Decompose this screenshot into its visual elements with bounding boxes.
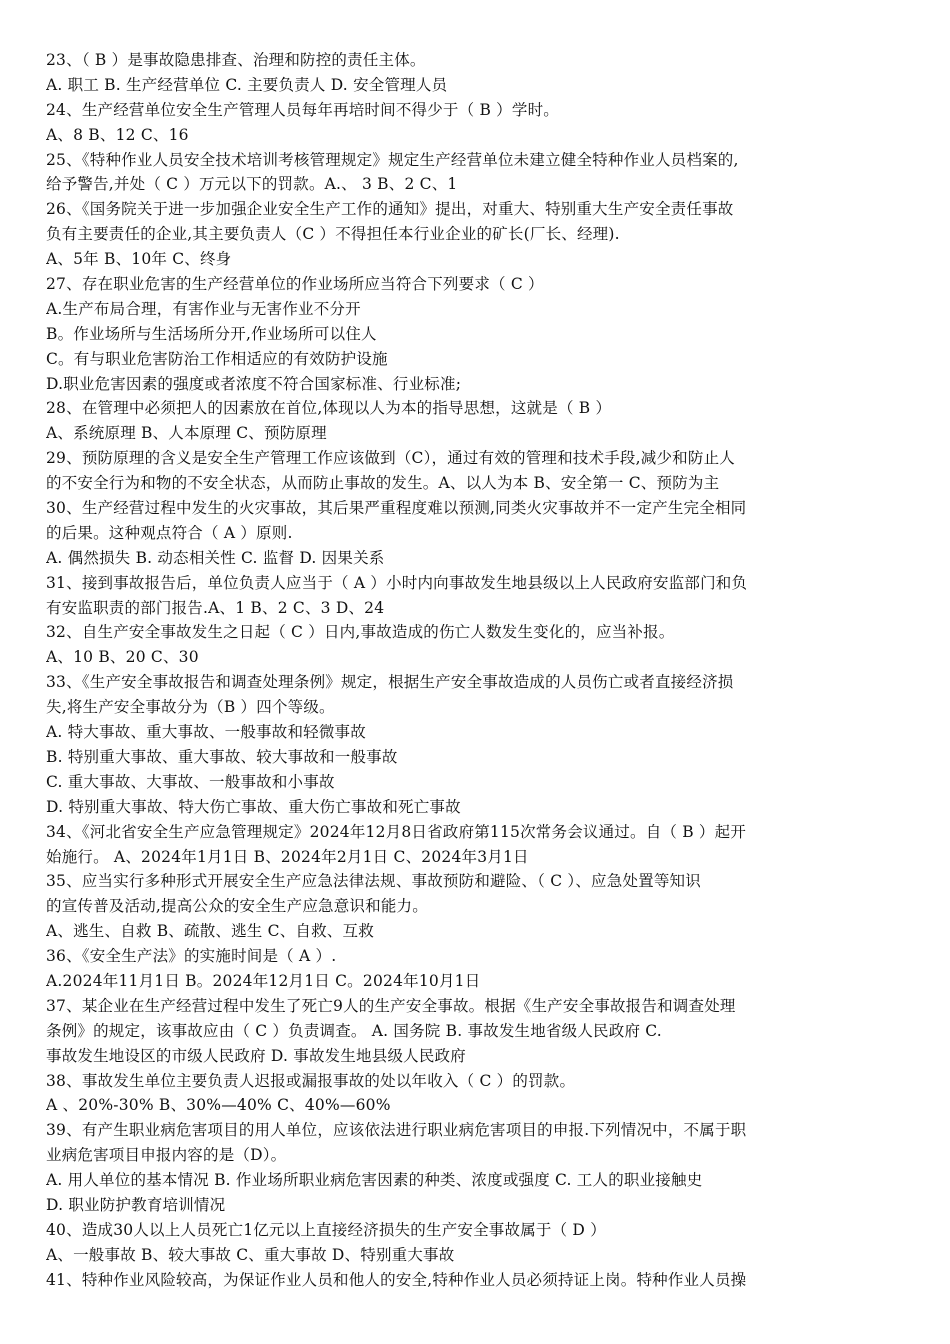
- text-line: 有安监职责的部门报告.A、1 B、2 C、3 D、24: [46, 598, 385, 617]
- text-line: A、系统原理 B、人本原理 C、预防原理: [46, 424, 327, 443]
- text-line: D. 特别重大事故、特大伤亡事故、重大伤亡事故和死亡事故: [46, 797, 461, 816]
- text-line: A. 职工 B. 生产经营单位 C. 主要负责人 D. 安全管理人员: [46, 75, 448, 94]
- text-line: 35、应当实行多种形式开展安全生产应急法律法规、事故预防和避险、（ C ）、应急处置等知识: [46, 872, 701, 891]
- text-line: A. 用人单位的基本情况 B. 作业场所职业病危害因素的种类、浓度或强度 C. 工人的职业接触史: [46, 1171, 703, 1190]
- text-line: 31、接到事故报告后，单位负责人应当于（ A ）小时内向事故发生地县级以上人民政府安监部门和负: [46, 573, 748, 592]
- text-line: 始施行。 A、2024年1月1日 B、2024年2月1日 C、2024年3月1日: [46, 847, 529, 866]
- text-line: 32、自生产安全事故发生之日起（ C ）日内,事故造成的伤亡人数发生变化的，应当补报。: [46, 623, 675, 642]
- text-line: 条例》的规定，该事故应由（ C ）负责调查。 A. 国务院 B. 事故发生地省级人民政府 C.: [46, 1021, 662, 1040]
- text-line: A、逃生、自救 B、疏散、逃生 C、自救、互救: [46, 922, 374, 941]
- text-line: A. 偶然损失 B. 动态相关性 C. 监督 D. 因果关系: [46, 548, 385, 567]
- text-line: 失,将生产安全事故分为（B ）四个等级。: [46, 698, 335, 717]
- text-line: 的宣传普及活动,提高公众的安全生产应急意识和能力。: [46, 897, 428, 916]
- text-line: 37、某企业在生产经营过程中发生了死亡9人的生产安全事故。根据《生产安全事故报告和调查处理: [46, 996, 736, 1015]
- text-line: 事故发生地设区的市级人民政府 D. 事故发生地县级人民政府: [46, 1046, 466, 1065]
- text-line: 40、造成30人以上人员死亡1亿元以上直接经济损失的生产安全事故属于（ D ）: [46, 1220, 606, 1239]
- text-line: A. 特大事故、重大事故、一般事故和轻微事故: [46, 723, 366, 742]
- text-line: 业病危害项目申报内容的是（D）。: [46, 1146, 287, 1165]
- text-line: 38、事故发生单位主要负责人迟报或漏报事故的处以年收入（ C ）的罚款。: [46, 1071, 576, 1090]
- text-line: A 、20%-30% B、30%—40% C、40%—60%: [46, 1096, 391, 1115]
- text-line: A、5年 B、10年 C、终身: [46, 250, 232, 269]
- text-line: D. 职业防护教育培训情况: [46, 1195, 226, 1214]
- text-line: 的后果。这种观点符合（ A ）原则.: [46, 523, 293, 542]
- text-line: A.2024年11月1日 B。2024年12月1日 C。2024年10月1日: [46, 971, 481, 990]
- text-line: 给予警告,并处（ C ）万元以下的罚款。A.、 3 B、2 C、1: [46, 175, 458, 194]
- text-line: A、10 B、20 C、30: [46, 648, 199, 667]
- text-line: 负有主要责任的企业,其主要负责人（C ）不得担任本行业企业的矿长(厂长、经理).: [46, 225, 620, 244]
- text-line: A、8 B、12 C、16: [46, 125, 189, 144]
- text-line: 的不安全行为和物的不安全状态，从而防止事故的发生。A、以人为本 B、安全第一 C、预防为主: [46, 474, 720, 493]
- text-line: A.生产布局合理，有害作业与无害作业不分开: [46, 299, 361, 318]
- text-line: 25、《特种作业人员安全技术培训考核管理规定》规定生产经营单位未建立健全特种作业人员档案的,: [46, 150, 739, 169]
- text-line: 36、《安全生产法》的实施时间是（ A ）.: [46, 947, 337, 966]
- text-line: 34、《河北省安全生产应急管理规定》2024年12月8日省政府第115次常务会议通过。自（ B ）起开: [46, 822, 747, 841]
- text-line: A、一般事故 B、较大事故 C、重大事故 D、特别重大事故: [46, 1245, 455, 1264]
- text-line: 41、特种作业风险较高，为保证作业人员和他人的安全,特种作业人员必须持证上岗。特种作业人员操: [46, 1270, 747, 1289]
- text-line: 27、存在职业危害的生产经营单位的作业场所应当符合下列要求（ C ）: [46, 275, 544, 294]
- text-line: 28、在管理中必须把人的因素放在首位,体现以人为本的指导思想，这就是（ B ）: [46, 399, 612, 418]
- text-line: D.职业危害因素的强度或者浓度不符合国家标准、行业标准;: [46, 374, 462, 393]
- text-line: B. 特别重大事故、重大事故、较大事故和一般事故: [46, 747, 398, 766]
- text-line: 29、预防原理的含义是安全生产管理工作应该做到（C），通过有效的管理和技术手段,减少和防止人: [46, 449, 735, 468]
- text-line: 24、生产经营单位安全生产管理人员每年再培时间不得少于（ B ）学时。: [46, 100, 559, 119]
- text-line: C。有与职业危害防治工作相适应的有效防护设施: [46, 349, 388, 368]
- text-line: 30、生产经营过程中发生的火灾事故，其后果严重程度难以预测,同类火灾事故并不一定产生完全相同: [46, 499, 747, 518]
- text-line: 26、《国务院关于进一步加强企业安全生产工作的通知》提出，对重大、特别重大生产安全责任事故: [46, 200, 734, 219]
- text-line: B。作业场所与生活场所分开,作业场所可以住人: [46, 324, 377, 343]
- text-line: 33、《生产安全事故报告和调查处理条例》规定，根据生产安全事故造成的人员伤亡或者直接经济损: [46, 673, 734, 692]
- text-line: 23、（ B ）是事故隐患排查、治理和防控的责任主体。: [46, 51, 426, 69]
- text-line: C. 重大事故、大事故、一般事故和小事故: [46, 772, 335, 791]
- text-line: 39、有产生职业病危害项目的用人单位，应该依法进行职业病危害项目的申报.下列情况中，不属于职: [46, 1121, 747, 1140]
